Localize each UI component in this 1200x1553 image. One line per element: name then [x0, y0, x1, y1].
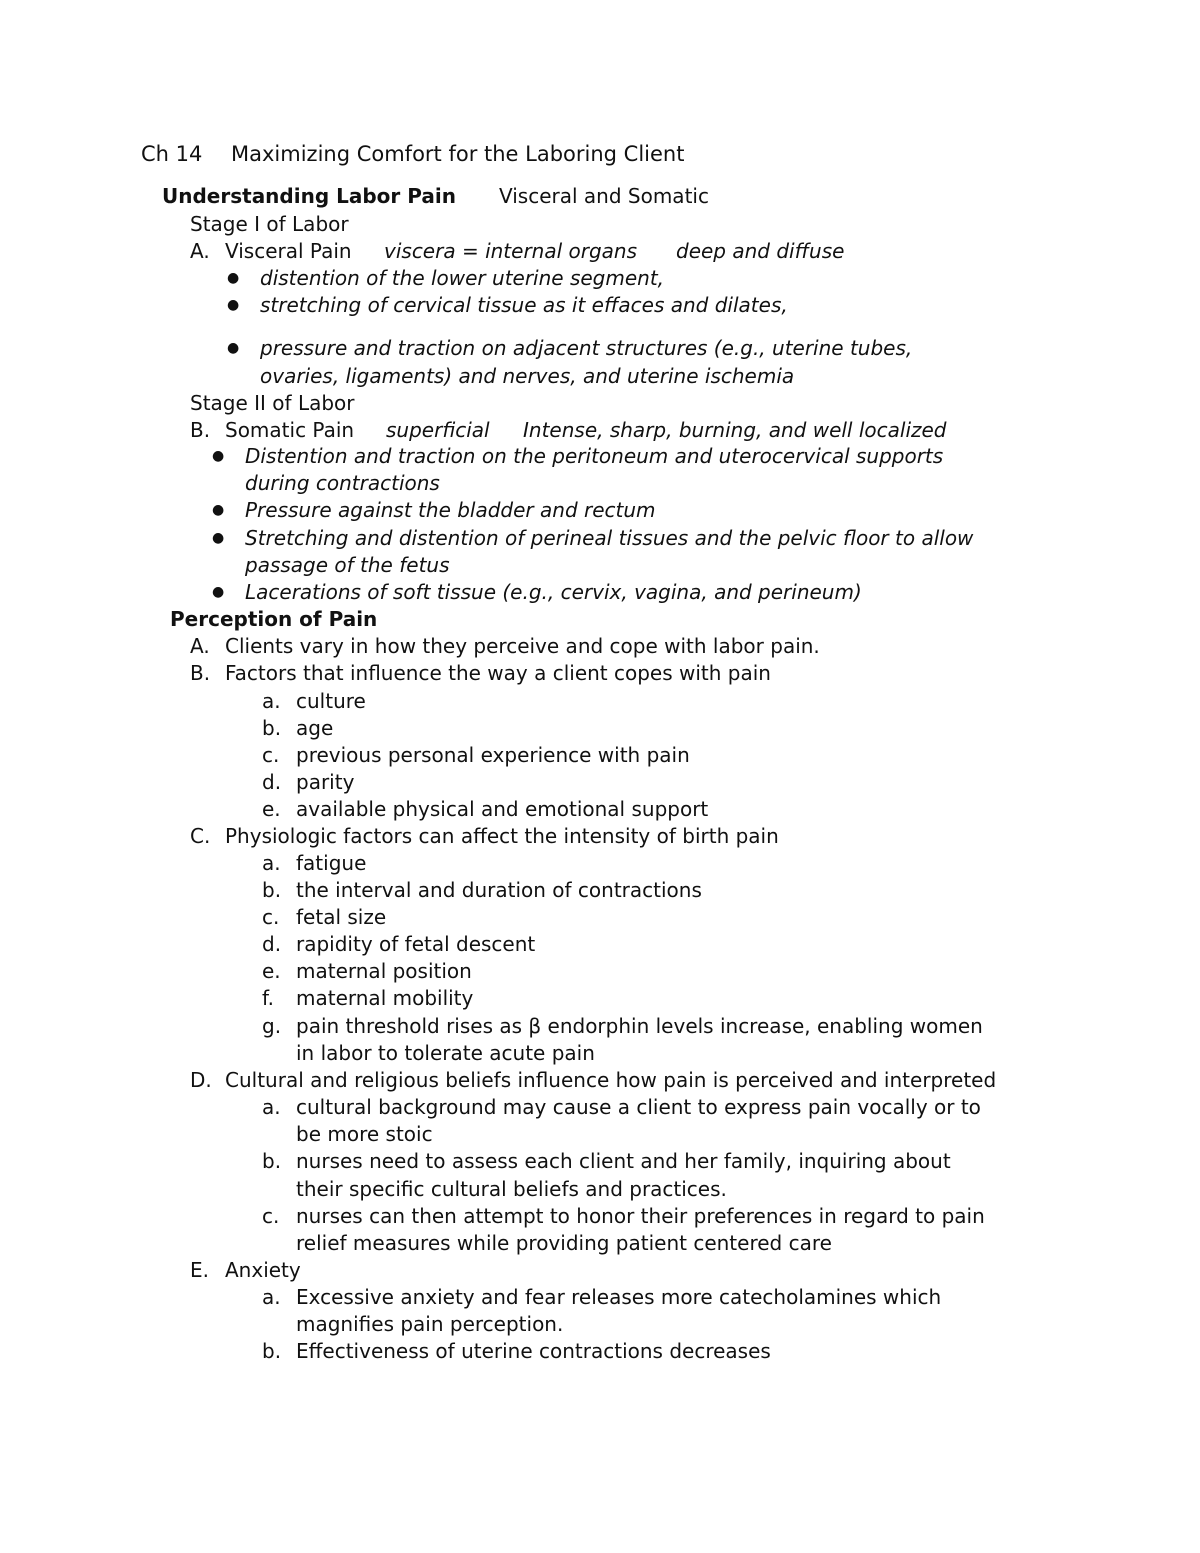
list-marker: g.	[262, 1014, 282, 1038]
physiologic-item: maternal mobility	[296, 986, 474, 1010]
stage-2-label: Stage II of Labor	[190, 391, 355, 415]
perception-item-e: Anxiety	[225, 1258, 301, 1282]
visceral-note-diffuse: deep and diffuse	[676, 239, 845, 263]
bullet-icon: ●	[227, 297, 240, 313]
physiologic-item: fetal size	[296, 905, 387, 929]
section-heading-note: Visceral and Somatic	[499, 184, 709, 208]
list-marker: b.	[262, 878, 282, 902]
somatic-bullet-2: Pressure against the bladder and rectum	[245, 498, 656, 522]
somatic-note-localized: Intense, sharp, burning, and well localized	[523, 418, 947, 442]
visceral-bullet-3: pressure and traction on adjacent structures (e.g., uterine tubes,	[260, 336, 913, 360]
bullet-icon: ●	[212, 584, 225, 600]
list-marker: e.	[262, 797, 281, 821]
cultural-item: nurses can then attempt to honor their preferences in regard to pain	[296, 1204, 985, 1228]
physiologic-item-cont: in labor to tolerate acute pain	[296, 1041, 595, 1065]
perception-marker-e: E.	[190, 1258, 209, 1282]
cultural-item: nurses need to assess each client and her family, inquiring about	[296, 1149, 951, 1173]
visceral-pain-label: Visceral Pain	[225, 239, 352, 263]
factor-item: age	[296, 716, 334, 740]
perception-item-c: Physiologic factors can affect the intensity of birth pain	[225, 824, 779, 848]
bullet-icon: ●	[212, 530, 225, 546]
perception-item-d: Cultural and religious beliefs influence how pain is perceived and interpreted	[225, 1068, 997, 1092]
list-marker: c.	[262, 905, 280, 929]
list-marker: c.	[262, 743, 280, 767]
factor-item: culture	[296, 689, 366, 713]
physiologic-item: maternal position	[296, 959, 472, 983]
physiologic-item: rapidity of fetal descent	[296, 932, 536, 956]
factor-item: previous personal experience with pain	[296, 743, 690, 767]
bullet-icon: ●	[212, 448, 225, 464]
list-marker: a.	[262, 689, 281, 713]
somatic-bullet-1-cont: during contractions	[245, 471, 440, 495]
section-heading-labor-pain: Understanding Labor Pain	[162, 184, 456, 208]
perception-marker-b: B.	[190, 661, 211, 685]
perception-marker-c: C.	[190, 824, 211, 848]
list-marker: b.	[262, 1149, 282, 1173]
somatic-note-superficial: superficial	[386, 418, 490, 442]
chapter-number: Ch 14	[141, 142, 203, 166]
list-marker: e.	[262, 959, 281, 983]
perception-marker-a: A.	[190, 634, 210, 658]
somatic-pain-label: Somatic Pain	[225, 418, 355, 442]
list-marker: a.	[262, 1095, 281, 1119]
physiologic-item: pain threshold rises as β endorphin levels increase, enabling women	[296, 1014, 983, 1038]
perception-marker-d: D.	[190, 1068, 212, 1092]
somatic-bullet-1: Distention and traction on the peritoneum and uterocervical supports	[245, 444, 944, 468]
cultural-item-cont: be more stoic	[296, 1122, 433, 1146]
cultural-item-cont: relief measures while providing patient centered care	[296, 1231, 832, 1255]
visceral-marker: A.	[190, 239, 210, 263]
somatic-bullet-3-cont: passage of the fetus	[245, 553, 450, 577]
list-marker: c.	[262, 1204, 280, 1228]
bullet-icon: ●	[227, 270, 240, 286]
stage-1-label: Stage I of Labor	[190, 212, 349, 236]
list-marker: b.	[262, 1339, 282, 1363]
somatic-bullet-4: Lacerations of soft tissue (e.g., cervix, vagina, and perineum)	[245, 580, 862, 604]
perception-item-a: Clients vary in how they perceive and cope with labor pain.	[225, 634, 820, 658]
factor-item: available physical and emotional support	[296, 797, 709, 821]
anxiety-item: Effectiveness of uterine contractions decreases	[296, 1339, 771, 1363]
list-marker: f.	[262, 986, 274, 1010]
list-marker: a.	[262, 851, 281, 875]
physiologic-item: fatigue	[296, 851, 367, 875]
visceral-note-organs: viscera = internal organs	[384, 239, 638, 263]
visceral-bullet-1: distention of the lower uterine segment,	[260, 266, 665, 290]
bullet-icon: ●	[212, 502, 225, 518]
chapter-title: Maximizing Comfort for the Laboring Client	[231, 142, 685, 166]
perception-item-b: Factors that influence the way a client copes with pain	[225, 661, 771, 685]
anxiety-item-cont: magnifies pain perception.	[296, 1312, 564, 1336]
list-marker: d.	[262, 932, 282, 956]
visceral-bullet-3-cont: ovaries, ligaments) and nerves, and uterine ischemia	[260, 364, 795, 388]
factor-item: parity	[296, 770, 355, 794]
bullet-icon: ●	[227, 340, 240, 356]
physiologic-item: the interval and duration of contractions	[296, 878, 702, 902]
cultural-item-cont: their specific cultural beliefs and practices.	[296, 1177, 727, 1201]
visceral-bullet-2: stretching of cervical tissue as it effaces and dilates,	[260, 293, 788, 317]
list-marker: b.	[262, 716, 282, 740]
somatic-bullet-3: Stretching and distention of perineal tissues and the pelvic floor to allow	[245, 526, 974, 550]
list-marker: a.	[262, 1285, 281, 1309]
section-heading-perception: Perception of Pain	[170, 607, 378, 631]
cultural-item: cultural background may cause a client to express pain vocally or to	[296, 1095, 981, 1119]
somatic-marker: B.	[190, 418, 211, 442]
anxiety-item: Excessive anxiety and fear releases more catecholamines which	[296, 1285, 942, 1309]
list-marker: d.	[262, 770, 282, 794]
